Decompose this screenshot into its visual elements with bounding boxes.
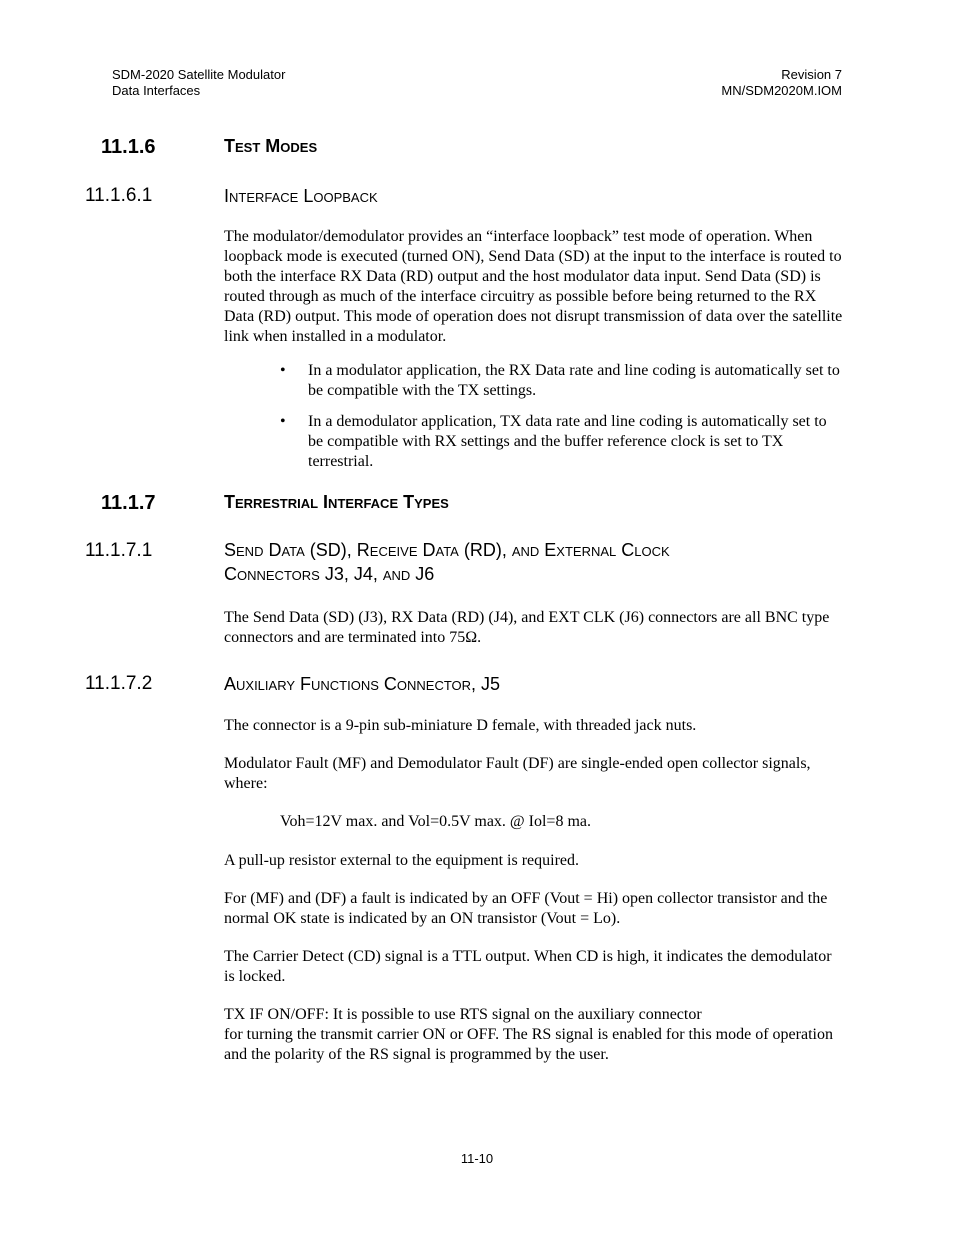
section-number: 11.1.7.1 (85, 540, 153, 561)
header-revision: Revision 7 (781, 67, 842, 82)
loopback-paragraph: The modulator/demodulator provides an “interface loopback” test mode of operation. When loopback mode is executed (turned ON), Send Data (SD) at the input to the interface is routed to both the interface RX Data (RD) output and the host modulator data input. Send Data (SD) is routed through as much of the interface circuitry as possible before being returned to the RX Data (RD) output. This mode of operation does not disrupt transmission of data over the satellite link when installed in a modulator. (224, 228, 843, 345)
bullet-icon: • (280, 413, 286, 430)
section-number: 11.1.7 (101, 492, 156, 514)
voltage-spec: Voh=12V max. and Vol=0.5V max. @ Iol=8 ma. (280, 813, 591, 830)
section-number: 11.1.7.2 (85, 673, 153, 694)
tx-if-paragraph (224, 1005, 844, 1065)
tx-if-rest: for turning the transmit carrier ON or OFF. The RS signal is enabled for this mode of operation and the polarity of the RS signal is programmed by the user. (224, 1026, 833, 1063)
fault-indication-paragraph: For (MF) and (DF) a fault is indicated by an OFF (Vout = Hi) open collector transistor and the normal OK state is indicated by an ON transistor (Vout = Lo). (224, 890, 828, 927)
bullet-text: In a demodulator application, TX data rate and line coding is automatically set to be compatible with RX settings and the buffer reference clock is set to TX terrestrial. (308, 413, 827, 470)
connector-type-paragraph: The connector is a 9-pin sub-miniature D female, with threaded jack nuts. (224, 717, 697, 734)
section-title: Interface Loopback (224, 186, 378, 206)
header-doc-number: MN/SDM2020M.IOM (721, 83, 842, 98)
section-title (224, 538, 670, 586)
running-header-left (112, 67, 285, 99)
header-chapter: Data Interfaces (112, 83, 201, 98)
bullet-text: In a modulator application, the RX Data rate and line coding is automatically set to be compatible with the TX settings. (308, 362, 840, 399)
bullet-icon: • (280, 362, 286, 379)
section-title: Terrestrial Interface Types (224, 492, 449, 512)
running-header-right (721, 67, 842, 99)
section-title-line: Send Data (SD), Receive Data (RD), and External Clock (224, 540, 670, 560)
fault-signals-paragraph: Modulator Fault (MF) and Demodulator Fault (DF) are single-ended open collector signals, where: (224, 755, 811, 792)
section-number: 11.1.6.1 (85, 185, 153, 206)
tx-if-first-line: TX IF ON/OFF: It is possible to use RTS signal on the auxiliary connector (224, 1006, 702, 1023)
carrier-detect-paragraph: The Carrier Detect (CD) signal is a TTL output. When CD is high, it indicates the demodulator is locked. (224, 948, 832, 985)
section-title: Test Modes (224, 136, 318, 156)
section-title-line: Connectors J3, J4, and J6 (224, 564, 435, 584)
connectors-paragraph: The Send Data (SD) (J3), RX Data (RD) (J4), and EXT CLK (J6) connectors are all BNC type connectors and are terminated into 75Ω. (224, 609, 830, 646)
section-number: 11.1.6 (101, 136, 156, 158)
section-title: Auxiliary Functions Connector, J5 (224, 674, 501, 694)
page-number: 11-10 (460, 1151, 494, 1166)
pullup-paragraph: A pull-up resistor external to the equipment is required. (224, 852, 580, 869)
header-doc-title: SDM-2020 Satellite Modulator (112, 67, 286, 82)
